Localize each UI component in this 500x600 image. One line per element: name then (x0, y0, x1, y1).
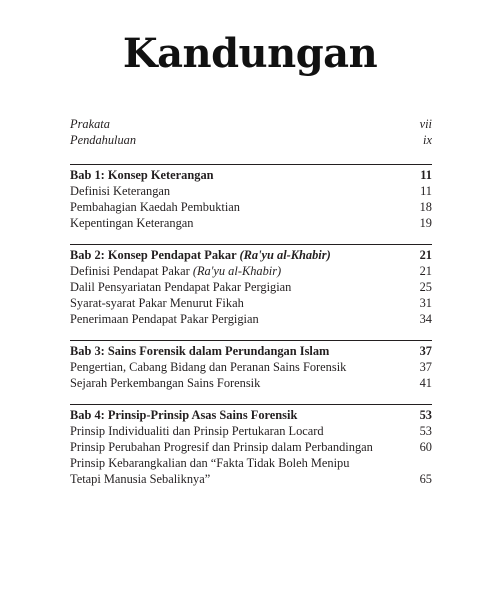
chapter-page: 53 (419, 408, 432, 422)
table-of-contents (70, 116, 432, 487)
toc-entry-page: 41 (419, 376, 432, 390)
toc-chapter-4[interactable] (70, 404, 432, 423)
chapter-page: 21 (419, 248, 432, 262)
toc-entry[interactable] (70, 263, 432, 279)
toc-chapter-2[interactable] (70, 244, 432, 263)
chapter-heading: Bab 2: Konsep Pendapat Pakar (Ra'yu al-Khabir) (70, 248, 331, 262)
toc-entry-page: 53 (419, 424, 432, 438)
toc-entry-label: Pendahuluan (70, 133, 137, 147)
chapter-heading: Bab 1: Konsep Keterangan (70, 168, 214, 182)
toc-entry-page: 11 (420, 184, 432, 198)
page-title: Kandungan (122, 30, 378, 77)
toc-entry-continued[interactable] (70, 471, 432, 487)
toc-entry-label: Pengertian, Cabang Bidang dan Peranan Sains Forensik (70, 360, 347, 374)
toc-entry[interactable] (70, 359, 432, 375)
toc-entry-label: Kepentingan Keterangan (70, 216, 194, 230)
toc-entry-page: 60 (419, 440, 432, 454)
toc-chapter-3[interactable] (70, 340, 432, 359)
toc-entry-label: Syarat-syarat Pakar Menurut Fikah (70, 296, 244, 310)
toc-entry-page: 37 (419, 360, 432, 374)
toc-entry[interactable] (70, 295, 432, 311)
toc-entry-label: Penerimaan Pendapat Pakar Pergigian (70, 312, 259, 326)
toc-entry-label: Prinsip Individualiti dan Prinsip Pertukaran Locard (70, 424, 324, 438)
toc-entry-prakata[interactable] (70, 116, 432, 132)
toc-entry[interactable] (70, 375, 432, 391)
toc-entry-page: 21 (419, 264, 432, 278)
toc-entry-label: Prakata (70, 117, 110, 131)
chapter-heading: Bab 4: Prinsip-Prinsip Asas Sains Forensik (70, 408, 298, 422)
toc-entry[interactable] (70, 215, 432, 231)
toc-entry-label: Definisi Pendapat Pakar (Ra'yu al-Khabir) (70, 264, 282, 278)
toc-entry-label: Prinsip Kebarangkalian dan “Fakta Tidak Boleh Menipu (70, 456, 350, 470)
chapter-heading: Bab 3: Sains Forensik dalam Perundangan Islam (70, 344, 330, 358)
toc-entry-label: Definisi Keterangan (70, 184, 171, 198)
toc-entry-page: 34 (419, 312, 432, 326)
toc-entry-label: Sejarah Perkembangan Sains Forensik (70, 376, 261, 390)
chapter-page: 11 (420, 168, 432, 182)
toc-entry-label: Pembahagian Kaedah Pembuktian (70, 200, 240, 214)
toc-entry-page: 18 (419, 200, 432, 214)
toc-entry-pendahuluan[interactable] (70, 132, 432, 148)
toc-entry[interactable] (70, 279, 432, 295)
toc-entry[interactable] (70, 183, 432, 199)
toc-entry[interactable] (70, 311, 432, 327)
chapter-page: 37 (419, 344, 432, 358)
toc-entry-page: 25 (419, 280, 432, 294)
toc-entry[interactable] (70, 199, 432, 215)
toc-entry-page: 31 (419, 296, 432, 310)
toc-entry[interactable] (70, 439, 432, 455)
toc-entry[interactable] (70, 455, 432, 471)
toc-entry[interactable] (70, 423, 432, 439)
toc-entry-page: 65 (419, 472, 432, 486)
toc-entry-label: Tetapi Manusia Sebaliknya” (70, 472, 211, 486)
toc-entry-page: ix (423, 133, 432, 147)
toc-entry-label: Prinsip Perubahan Progresif dan Prinsip dalam Perbandingan (70, 440, 373, 454)
toc-chapter-1[interactable] (70, 164, 432, 183)
toc-entry-label: Dalil Pensyariatan Pendapat Pakar Pergigian (70, 280, 292, 294)
toc-entry-page: 19 (419, 216, 432, 230)
toc-entry-page: vii (419, 117, 432, 131)
